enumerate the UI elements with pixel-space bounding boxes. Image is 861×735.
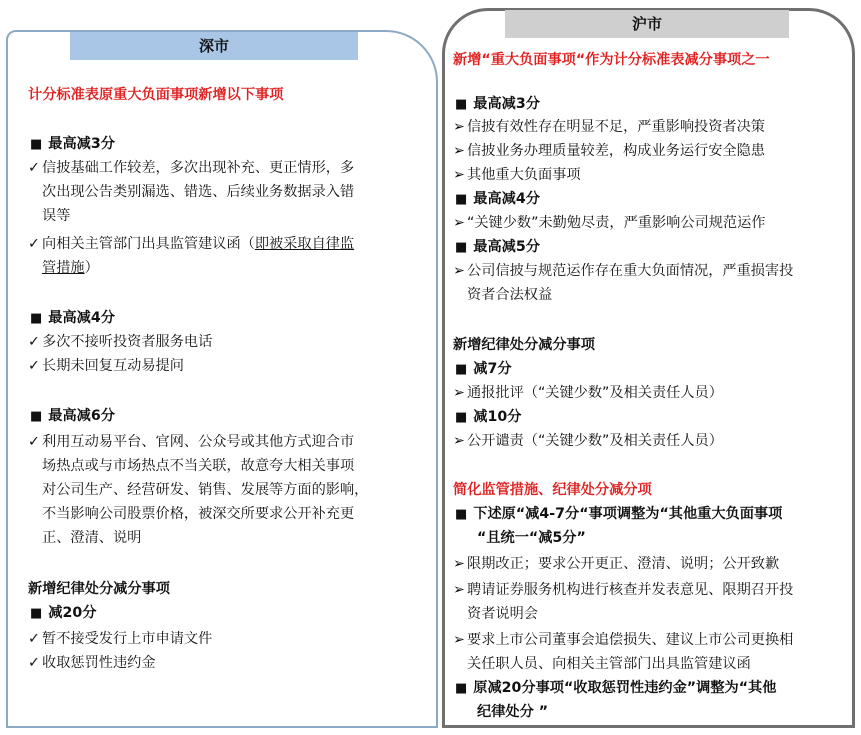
- shanghai-c-title: ■ 最高减5分: [455, 235, 540, 260]
- arrow-bullet-icon: ➢: [453, 433, 465, 449]
- shanghai-e1-item3-line2: 关任职人员、向相关主管部门出具监管建议函: [467, 656, 751, 672]
- arrow-bullet-icon: ➢: [453, 582, 465, 598]
- shanghai-c-item1-line2: 资者合法权益: [467, 287, 553, 303]
- shanghai-e-heading: 简化监管措施、纪律处分减分项: [453, 482, 652, 498]
- shenzhen-g4-item2: ✓ 收取惩罚性违约金: [28, 651, 156, 675]
- check-icon: ✓: [28, 358, 40, 374]
- shanghai-a-item1: ➢ 信披有效性存在明显不足，严重影响投资者决策: [453, 115, 765, 139]
- shanghai-e1-item2: ➢ 聘请证券服务机构进行核查并发表意见、限期召开投: [453, 578, 793, 602]
- shenzhen-g1-item2: ✓ 向相关主管部门出具监管建议函（即被采取自律监: [28, 232, 354, 256]
- check-icon: ✓: [28, 434, 40, 450]
- shenzhen-tab: 深市: [70, 32, 358, 60]
- check-icon: ✓: [28, 655, 40, 671]
- shanghai-a-item2: ➢ 信披业务办理质量较差，构成业务运行安全隐患: [453, 139, 765, 163]
- shanghai-d2-item1: ➢ 公开谴责（“关键少数”及相关责任人员）: [453, 429, 723, 453]
- shenzhen-g3-item1: ✓ 利用互动易平台、官网、公众号或其他方式迎合市: [28, 430, 354, 454]
- shanghai-d-heading: 新增纪律处分减分事项: [453, 337, 595, 353]
- shenzhen-g1-item1-line2: 次出现公告类别漏选、错选、后续业务数据录入错: [42, 184, 355, 200]
- arrow-bullet-icon: ➢: [453, 215, 465, 231]
- shenzhen-g2-title: ■ 最高减4分: [30, 306, 115, 331]
- arrow-bullet-icon: ➢: [453, 385, 465, 401]
- shenzhen-g3-line4: 不当影响公司股票价格，被深交所要求公开补充更: [42, 506, 355, 522]
- shanghai-e1-title-line2: “且统一“减5分”: [477, 530, 586, 546]
- shanghai-a-title: ■ 最高减3分: [455, 92, 540, 117]
- shanghai-e1-item3: ➢ 要求上市公司董事会追偿损失、建议上市公司更换相: [453, 628, 793, 652]
- shanghai-d1-title: ■ 减7分: [455, 357, 512, 382]
- arrow-bullet-icon: ➢: [453, 263, 465, 279]
- shanghai-e1-item2-line2: 资者说明会: [467, 606, 538, 622]
- shenzhen-g1-title: ■ 最高减3分: [30, 132, 115, 157]
- shenzhen-g2-item1: ✓ 多次不接听投资者服务电话: [28, 330, 212, 354]
- shenzhen-g3-line5: 正、澄清、说明: [42, 530, 142, 546]
- arrow-bullet-icon: ➢: [453, 556, 465, 572]
- arrow-bullet-icon: ➢: [453, 143, 465, 159]
- shanghai-e2-title-line2: 纪律处分 ”: [477, 704, 549, 720]
- shenzhen-g1-item1: ✓ 信披基础工作较差，多次出现补充、更正情形，多: [28, 156, 354, 180]
- shenzhen-g4-item1: ✓ 暂不接受发行上市申请文件: [28, 627, 212, 651]
- shanghai-c-item1: ➢ 公司信披与规范运作存在重大负面情况，严重损害投: [453, 259, 793, 283]
- shenzhen-g4-title: ■ 减20分: [30, 601, 96, 626]
- shanghai-b-title: ■ 最高减4分: [455, 187, 540, 212]
- shenzhen-g4-heading: 新增纪律处分减分事项: [28, 581, 170, 597]
- shenzhen-g3-line3: 对公司生产、经营研发、销售、发展等方面的影响，: [42, 482, 369, 498]
- arrow-bullet-icon: ➢: [453, 119, 465, 135]
- shenzhen-g3-title: ■ 最高减6分: [30, 404, 115, 429]
- shenzhen-heading: 计分标准表原重大负面事项新增以下事项: [28, 87, 284, 103]
- shenzhen-g1-item1-line3: 误等: [42, 208, 71, 224]
- shanghai-d2-title: ■ 减10分: [455, 405, 521, 430]
- shenzhen-panel: [6, 30, 438, 728]
- shenzhen-g2-item2: ✓ 长期未回复互动易提问: [28, 354, 184, 378]
- shanghai-tab: 沪市: [505, 10, 789, 38]
- shanghai-e1-item1: ➢ 限期改正；要求公开更正、澄清、说明；公开致歉: [453, 552, 779, 576]
- arrow-bullet-icon: ➢: [453, 632, 465, 648]
- shanghai-e2-title: ■ 原减20分事项“收取惩罚性违约金”调整为“其他: [455, 676, 776, 701]
- shanghai-panel: [442, 8, 855, 728]
- shanghai-a-item3: ➢ 其他重大负面事项: [453, 163, 581, 187]
- arrow-bullet-icon: ➢: [453, 167, 465, 183]
- check-icon: ✓: [28, 160, 40, 176]
- check-icon: ✓: [28, 236, 40, 252]
- check-icon: ✓: [28, 631, 40, 647]
- shanghai-d1-item1: ➢ 通报批评（“关键少数”及相关责任人员）: [453, 381, 723, 405]
- shanghai-e1-title: ■ 下述原“减4-7分“事项调整为“其他重大负面事项: [455, 502, 782, 527]
- shenzhen-g3-line2: 场热点或与市场热点不当关联，故意夸大相关事项: [42, 458, 355, 474]
- check-icon: ✓: [28, 334, 40, 350]
- shanghai-b-item1: ➢ “关键少数”未勤勉尽责，严重影响公司规范运作: [453, 211, 765, 235]
- shenzhen-g1-item2-line2: 管措施）: [42, 260, 99, 276]
- shanghai-heading: 新增“重大负面事项“作为计分标准表减分事项之一: [453, 52, 770, 68]
